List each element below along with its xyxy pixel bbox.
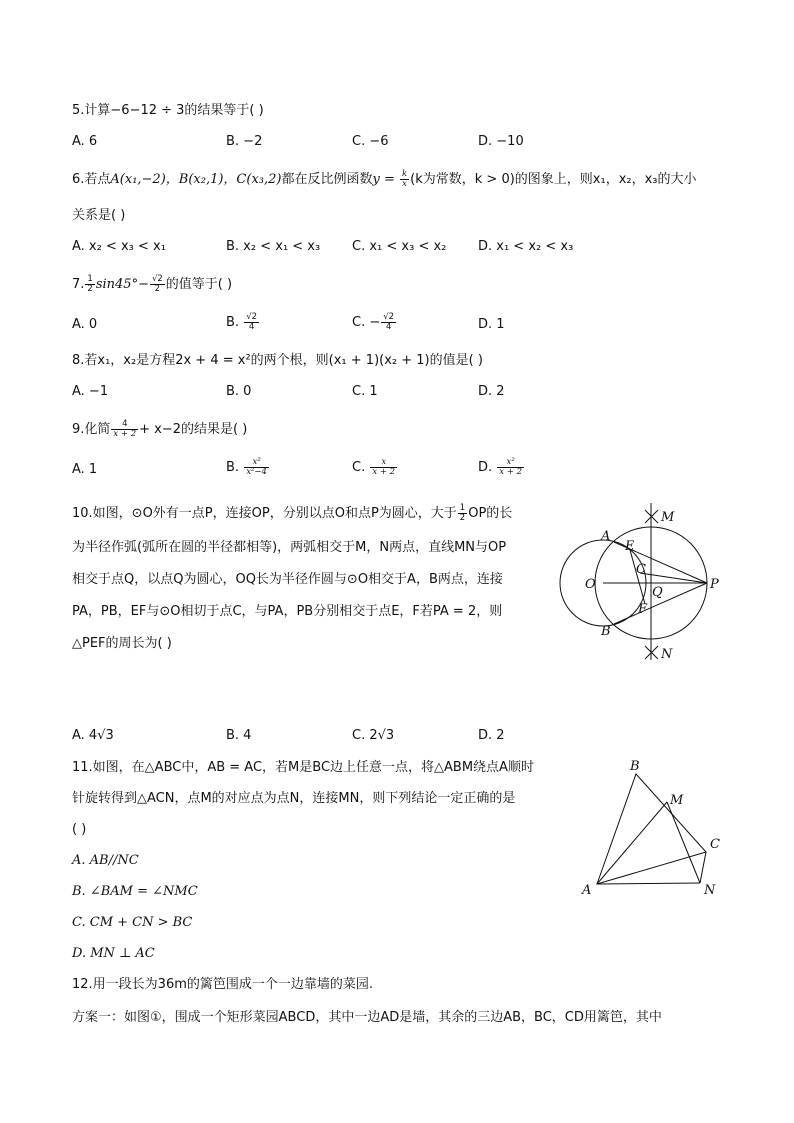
q7-half-num: 1	[87, 274, 93, 284]
q9-option-c-num: x	[370, 458, 397, 468]
q7-option-b-den: 4	[248, 322, 255, 332]
q9-option-a: A. 1	[72, 462, 98, 477]
q7-option-c	[352, 313, 397, 333]
q7-sin: sin45°−	[95, 277, 149, 292]
q11-line2: 针旋转得到△ACN，点M的对应点为点N，连接MN，则下列结论一定正确的是	[72, 791, 516, 806]
q6-k-den: x	[402, 179, 407, 189]
q9-tail: + x−2的结果是( )	[139, 422, 248, 437]
q8-option-c: C. 1	[352, 384, 378, 399]
q10-label-b: B	[601, 624, 611, 639]
q10-line2: 为半径作弧(弧所在圆的半径都相等)，两弧相交于M，N两点，直线MN与OP	[72, 540, 507, 555]
q9-option-b-den: x²−4	[246, 467, 267, 477]
q7-option-a: A. 0	[72, 317, 98, 332]
q10-option-d: D. 2	[478, 728, 505, 743]
q10-label-p: P	[710, 577, 719, 592]
q11-segment-an	[597, 883, 700, 884]
q10-label-n: N	[661, 647, 673, 662]
q12-line2: 方案一：如图①，围成一个矩形菜园ABCD，其中一边AD是墙，其余的三边AB，BC，CD用篱笆，其中	[72, 1010, 662, 1025]
q9-option-d-prefix: D.	[478, 460, 497, 475]
q10-label-e: E	[625, 539, 635, 554]
q8-option-b: B. 0	[226, 384, 252, 399]
q9-option-d-num: x²	[497, 458, 524, 468]
q9-label: 9.化简	[72, 422, 111, 437]
q5-option-c: C. −6	[352, 134, 389, 149]
q7-half-den: 2	[87, 284, 93, 294]
q5-option-b: B. −2	[226, 134, 263, 149]
q11-segment-cn	[700, 852, 706, 883]
q10-figure	[555, 498, 735, 668]
q8-option-a: A. −1	[72, 384, 109, 399]
q10-half	[458, 504, 467, 523]
q11-segment-am	[597, 802, 667, 884]
q10-line1-a: 10.如图，⊙O外有一点P，连接OP，分别以点O和点P为圆心，大于	[72, 506, 457, 521]
q9-option-c	[352, 458, 398, 478]
q10-line1-b: OP的长	[468, 506, 513, 521]
q7-option-b-frac	[244, 313, 259, 332]
q10-label-c: C	[636, 562, 646, 577]
q7-half	[85, 275, 94, 294]
q7-option-b	[226, 313, 260, 333]
q8-stem: 8.若x₁，x₂是方程2x + 4 = x²的两个根，则(x₁ + 1)(x₂ + 1)的值是( )	[72, 353, 483, 368]
q6-option-b: B. x₂ < x₁ < x₃	[226, 239, 321, 254]
q6-option-d: D. x₁ < x₂ < x₃	[478, 239, 574, 254]
q10-half-den: 2	[459, 513, 466, 523]
q9-option-d	[478, 458, 525, 478]
q12-line1: 12.用一段长为36m的篱笆围成一个一边靠墙的菜园.	[72, 977, 374, 992]
q5-option-d: D. −10	[478, 134, 524, 149]
q7-tail: 的值等于( )	[165, 277, 233, 292]
q9-option-c-den: x + 2	[372, 467, 396, 477]
q11-option-d: D. MN ⊥ AC	[72, 946, 155, 961]
q5-stem: 5.计算−6−12 ÷ 3的结果等于( )	[72, 103, 264, 118]
q6-points: A(x₁,−2)，B(x₂,1)，C(x₃,2)	[110, 172, 282, 187]
q7-r2-num: √2	[151, 274, 163, 284]
q11-option-c: C. CM + CN > BC	[72, 915, 193, 930]
q10-option-c: C. 2√3	[352, 728, 395, 743]
q10-line5: △PEF的周长为( )	[72, 636, 172, 651]
q7-option-c-frac	[381, 313, 396, 332]
q10-segment-pc	[640, 573, 707, 583]
q9-option-c-prefix: C.	[352, 460, 370, 475]
q10-half-num: 1	[459, 503, 466, 513]
q10-label-q: Q	[652, 585, 663, 600]
q6-option-a: A. x₂ < x₃ < x₁	[72, 239, 166, 254]
q9-f-num: 4	[111, 420, 138, 430]
q7-option-c-num: √2	[383, 312, 395, 322]
q9-f-den: x + 2	[113, 429, 137, 439]
q5-option-a: A. 6	[72, 134, 98, 149]
q6-stem	[72, 170, 697, 190]
q7-stem	[72, 275, 232, 295]
q11-line1: 11.如图，在△ABC中，AB = AC，若M是BC边上任意一点，将△ABM绕点A顺时	[72, 760, 534, 775]
q11-segment-mn	[667, 802, 700, 883]
q9-option-b	[226, 458, 270, 478]
q6-option-c: C. x₁ < x₃ < x₂	[352, 239, 447, 254]
q10-label-f: F	[638, 602, 648, 617]
q10-line4: PA，PB，EF与⊙O相切于点C，与PA，PB分别相交于点E，F若PA = 2，则	[72, 604, 503, 619]
q7-option-b-num: √2	[246, 312, 258, 322]
q6-stem-a: 6.若点	[72, 172, 111, 187]
q11-label-b: B	[630, 759, 640, 774]
q6-stem-c: (k为常数，k > 0)的图象上，则x₁，x₂，x₃的大小	[410, 172, 697, 187]
q9-option-d-den: x + 2	[499, 467, 523, 477]
q9-option-b-num: x²	[244, 458, 269, 468]
q7-root2-over-2	[150, 275, 165, 294]
q6-stem-b: 都在反比例函数	[281, 172, 373, 187]
q9-option-c-frac	[370, 458, 397, 477]
q9-option-b-prefix: B.	[226, 460, 244, 475]
q9-option-d-frac	[497, 458, 524, 477]
q6-k-over-x	[400, 170, 409, 189]
q11-label-n: N	[704, 883, 716, 898]
q11-label-c: C	[710, 837, 720, 852]
q11-label-a: A	[582, 883, 592, 898]
q11-option-a: A. AB//NC	[72, 853, 139, 868]
q11-label-m: M	[670, 793, 684, 808]
q11-option-b: B. ∠BAM = ∠NMC	[72, 884, 198, 899]
q10-label-a: A	[601, 529, 611, 544]
q9-stem	[72, 420, 247, 440]
q10-line1	[72, 504, 512, 524]
q7-label: 7.	[72, 277, 85, 292]
q9-option-b-frac	[244, 458, 269, 477]
q10-label-m: M	[661, 510, 675, 525]
q7-r2-den: 2	[154, 284, 161, 294]
q11-triangle-abc	[597, 774, 706, 884]
q6-k-num: k	[402, 169, 408, 179]
q8-option-d: D. 2	[478, 384, 505, 399]
q10-line3: 相交于点Q，以点Q为圆心，OQ长为半径作圆与⊙O相交于A，B两点，连接	[72, 572, 503, 587]
q7-option-b-prefix: B.	[226, 315, 244, 330]
q11-figure	[578, 755, 728, 900]
q11-line3: ( )	[72, 822, 87, 837]
q9-fraction	[111, 420, 138, 439]
q7-option-d: D. 1	[478, 317, 505, 332]
q6-y-eq: y =	[372, 172, 399, 187]
q7-option-c-den: 4	[385, 322, 392, 332]
q10-label-o: O	[585, 577, 596, 592]
q10-option-b: B. 4	[226, 728, 252, 743]
q7-option-c-prefix: C. −	[352, 315, 381, 330]
q10-option-a: A. 4√3	[72, 728, 114, 743]
q6-stem-line2: 关系是( )	[72, 208, 126, 223]
